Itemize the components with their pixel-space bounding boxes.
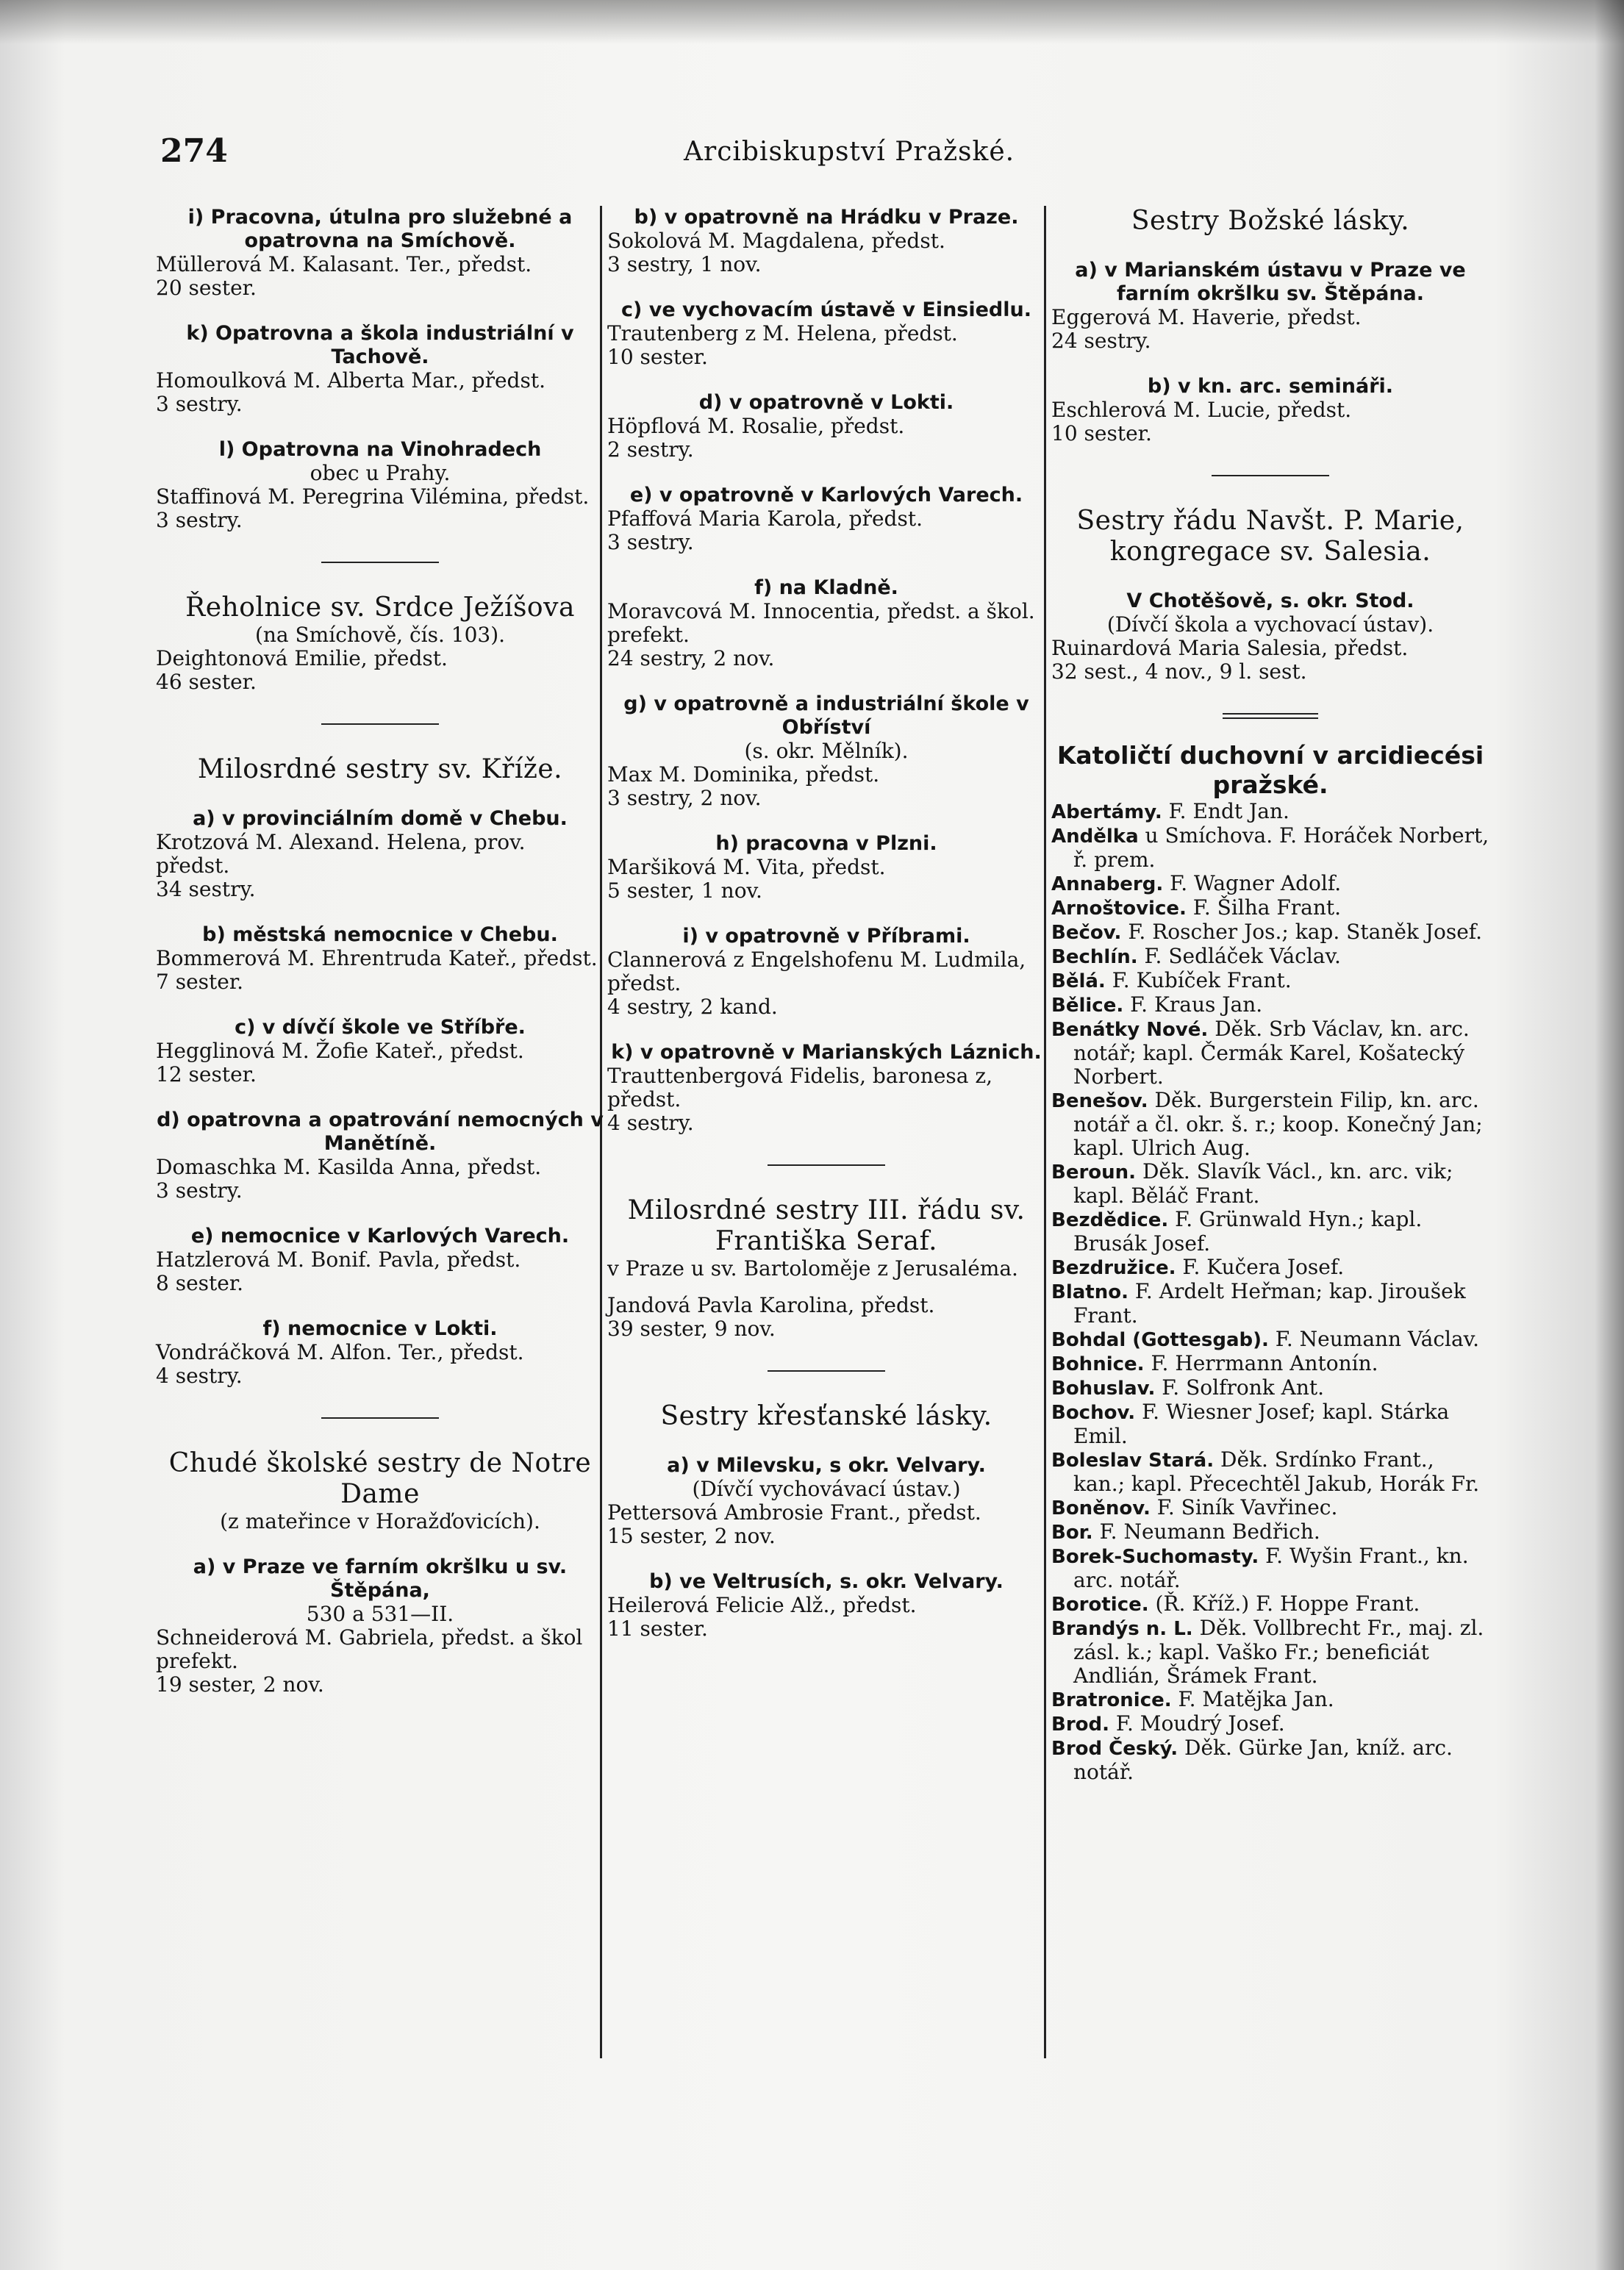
text-line: Heilerová Felicie Alž., předst. [607,1593,917,1617]
text-line: Deightonová Emilie, předst. [156,646,448,670]
entry-clergy: F. Roscher Jos.; kap. Staněk Josef. [1121,920,1483,944]
subsection-heading: b) městská nemocnice v Chebu. [202,923,558,946]
subsection-heading: a) v Marianském ústavu v Praze ve farním okršlku sv. Štěpána. [1075,259,1466,305]
directory-entry [1051,1592,1489,1616]
text-line: Moravcová M. Innocentia, předst. a škol. prefekt. [607,599,1035,647]
separator-rule [321,562,439,563]
entry-clergy: Děk. Vollbrecht Fr., maj. zl. zásl. k.; kapl. Vaško Fr.; beneficiát Andlián, Šrámek Frant. [1073,1616,1484,1688]
centered-line: (na Smíchově, čís. 103). [254,623,506,647]
section-title: Sestry řádu Navšt. P. Marie, kongregace sv. Salesia. [1076,506,1464,567]
text-line: 5 sester, 1 nov. [607,878,762,903]
subsection-heading: V Chotěšově, s. okr. Stod. [1126,590,1414,612]
entry-clergy: (Ř. Kříž.) F. Hoppe Frant. [1148,1591,1420,1616]
entry-place: Bohuslav. [1051,1378,1156,1400]
directory-entry [1051,993,1489,1017]
text-line: Clannerová z Engelshofenu M. Ludmila, předst. [607,948,1026,995]
entry-place: Andělka [1051,826,1139,848]
entry-clergy: Děk. Burgerstein Filip, kn. arc. notář a čl. okr. š. r.; koop. Konečný Jan; kapl. Ulrich Aug. [1073,1088,1483,1160]
entry-clergy: F. Endt Jan. [1162,799,1289,823]
double-separator-rule [1223,713,1318,719]
entry-place: Boleslav Stará. [1051,1450,1215,1472]
separator-rule [321,1417,439,1419]
text-line: Trautenberg z M. Helena, předst. [607,321,958,345]
section-title: Chudé školské sestry de Notre Dame [168,1448,592,1509]
directory-entry [1051,1017,1489,1089]
entry-clergy: F. Ardelt Heřman; kap. Jiroušek Frant. [1073,1279,1466,1328]
subsection-heading: b) v kn. arc. semináři. [1147,375,1394,398]
text-line: Pfaffová Maria Karola, předst. [607,506,923,531]
entry-clergy: F. Kubíček Frant. [1105,968,1292,992]
directory-entry [1051,920,1489,945]
subsection-heading: h) pracovna v Plzni. [715,832,937,855]
directory-entry [1051,1544,1489,1592]
directory-entry [1051,896,1489,920]
text-line: 8 sester. [156,1271,244,1295]
subsection-heading: f) na Kladně. [754,576,898,599]
text-line: Müllerová M. Kalasant. Ter., předst. [156,252,532,276]
column-2 [607,206,1045,1641]
section-title: Řeholnice sv. Srdce Ježíšova [185,592,575,623]
directory-entry [1051,1712,1489,1736]
subsection-heading: l) Opatrovna na Vinohradech [218,438,542,461]
text-line: 24 sestry, 2 nov. [607,646,775,670]
text-line: Maršiková M. Vita, předst. [607,855,886,879]
directory-entry [1051,1520,1489,1544]
subsection-heading: e) v opatrovně v Karlových Varech. [629,484,1023,506]
subsection-heading: b) v opatrovně na Hrádku v Praze. [634,206,1019,229]
text-line: Höpflová M. Rosalie, předst. [607,414,905,438]
text-line: 3 sestry. [156,1178,243,1203]
text-line: 32 sest., 4 nov., 9 l. sest. [1051,659,1307,684]
entry-clergy: Děk. Gürke Jan, kníž. arc. notář. [1073,1736,1453,1784]
subsection-heading: d) v opatrovně v Lokti. [698,391,954,414]
separator-rule [321,723,439,725]
centered-line: (z mateřince v Horažďovicích). [220,1509,540,1533]
subsection-heading: c) v dívčí škole ve Stříbře. [235,1016,526,1039]
directory-entry [1051,1376,1489,1400]
entry-clergy: F. Solfronk Ant. [1155,1375,1325,1400]
text-line: 11 sester. [607,1616,708,1641]
subsection-heading: k) v opatrovně v Marianských Láznich. [611,1041,1042,1064]
entry-clergy: F. Herrmann Antonín. [1144,1351,1378,1375]
section-title: Sestry Božské lásky. [1131,206,1410,236]
separator-rule [768,1164,885,1166]
scan-shadow-right [1595,0,1624,2270]
text-line: 10 sester. [607,345,708,369]
text-line: Domaschka M. Kasilda Anna, předst. [156,1155,542,1179]
text-line: 4 sestry. [156,1364,243,1388]
page-number: 274 [160,132,228,170]
text-line: Schneiderová M. Gabriela, předst. a škol prefekt. [156,1625,583,1673]
text-line: 3 sestry, 2 nov. [607,786,762,810]
entry-place: Annaberg. [1051,873,1164,895]
text-line: Sokolová M. Magdalena, předst. [607,229,945,253]
text-line: Eschlerová M. Lucie, předst. [1051,398,1352,422]
entry-clergy: F. Wyšin Frant., kn. arc. notář. [1073,1544,1469,1592]
subsection-heading: b) ve Veltrusích, s. okr. Velvary. [649,1570,1004,1593]
entry-clergy: Děk. Srb Václav, kn. arc. notář; kapl. Čermák Karel, Košatecký Norbert. [1073,1017,1470,1089]
directory-entry [1051,1328,1489,1352]
scan-shadow-top [0,0,1624,44]
running-title: Arcibiskupství Pražské. [684,137,1015,167]
text-line: Vondráčková M. Alfon. Ter., předst. [156,1340,524,1364]
centered-line: (Dívčí vychovávací ústav.) [692,1477,961,1501]
entry-place: Blatno. [1051,1281,1128,1303]
entry-clergy: F. Sedláček Václav. [1137,944,1341,968]
text-line: 20 sester. [156,276,257,300]
text-line: 19 sester, 2 nov. [156,1672,324,1697]
entry-place: Brod. [1051,1714,1109,1736]
entry-place: Bechlín. [1051,946,1138,968]
text-line: Bommerová M. Ehrentruda Kateř., předst. [156,946,598,970]
subsection-heading: i) Pracovna, útulna pro služebné a opatrovna na Smíchově. [187,206,573,252]
directory-entry [1051,1400,1489,1448]
subsection-heading: f) nemocnice v Lokti. [262,1317,498,1340]
entry-clergy: Děk. Slavík Václ., kn. arc. vik; kapl. Běláč Frant. [1073,1159,1453,1208]
directory-entry [1051,1688,1489,1712]
text-line: 24 sestry. [1051,329,1151,353]
subsection-heading: k) Opatrovna a škola industriální v Tachově. [186,322,574,368]
text-line: Krotzová M. Alexand. Helena, prov. předst. [156,830,526,878]
section-title: Milosrdné sestry sv. Kříže. [197,754,563,784]
subsection-heading: d) opatrovna a opatrování nemocných v Manětíně. [157,1109,604,1155]
text-line: Jandová Pavla Karolina, předst. [607,1293,935,1317]
directory-entry [1051,824,1489,872]
directory-entry [1051,1736,1489,1784]
directory-entry [1051,1208,1489,1256]
directory-entry [1051,800,1489,824]
text-line: 2 sestry. [607,437,694,462]
entry-clergy: F. Wiesner Josef; kapl. Stárka Emil. [1073,1400,1450,1448]
text-line: Eggerová M. Haverie, předst. [1051,305,1362,329]
entry-place: Benešov. [1051,1090,1148,1112]
text-line: 3 sestry. [156,508,243,532]
text-line: 4 sestry, 2 kand. [607,995,778,1019]
entry-clergy: F. Kučera Josef. [1176,1255,1345,1279]
entry-place: Benátky Nové. [1051,1019,1209,1041]
directory-entry [1051,1280,1489,1328]
entry-place: Bochov. [1051,1402,1136,1424]
entry-place: Bohdal (Gottesgab). [1051,1329,1269,1351]
text-line: 7 sester. [156,970,244,994]
entry-place: Bratronice. [1051,1689,1172,1711]
text-line: 3 sestry, 1 nov. [607,252,762,276]
entry-place: Bor. [1051,1522,1093,1544]
separator-rule [768,1370,885,1372]
centered-line: (Dívčí škola a vychovací ústav). [1106,612,1434,637]
entry-place: Boněnov. [1051,1497,1151,1519]
subsection-heading: c) ve vychovacím ústavě v Einsiedlu. [621,298,1031,321]
text-line: 12 sester. [156,1062,257,1086]
directory-entry [1051,1256,1489,1280]
text-line: v Praze u sv. Bartoloměje z Jerusaléma. [607,1256,1018,1281]
directory-entry [1051,1448,1489,1496]
entry-clergy: Děk. Srdínko Frant., kan.; kapl. Přecechtěl Jakub, Horák Fr. [1073,1447,1480,1496]
section-title: Milosrdné sestry III. řádu sv. Františka Seraf. [627,1195,1026,1256]
entry-place: Borek-Suchomasty. [1051,1546,1259,1568]
column-1 [156,206,604,1697]
spacer [607,1281,1045,1294]
text-line: Hegglinová M. Žofie Kateř., předst. [156,1039,524,1063]
entry-place: Borotice. [1051,1594,1149,1616]
entry-clergy: F. Grünwald Hyn.; kapl. Brusák Josef. [1073,1207,1423,1256]
entry-place: Bečov. [1051,922,1122,944]
subsection-heading: a) v Milevsku, s okr. Velvary. [667,1454,986,1477]
text-line: 46 sester. [156,670,257,694]
directory-entry [1051,1160,1489,1208]
text-line: Hatzlerová M. Bonif. Pavla, předst. [156,1247,521,1272]
text-line: 39 sester, 9 nov. [607,1317,776,1341]
entry-clergy: F. Wagner Adolf. [1163,871,1342,895]
subsection-heading: a) v provinciálním domě v Chebu. [193,807,568,830]
text-line: 15 sester, 2 nov. [607,1524,776,1548]
entry-clergy: u Smíchova. F. Horáček Norbert, ř. prem. [1073,823,1489,872]
entry-clergy: F. Moudrý Josef. [1109,1711,1285,1736]
entry-place: Bohnice. [1051,1353,1145,1375]
text-line: Staffinová M. Peregrina Vilémina, předst. [156,484,590,509]
entry-place: Abertámy. [1051,801,1162,823]
centered-line: (s. okr. Mělník). [744,739,909,763]
section-title: Sestry křesťanské lásky. [660,1401,992,1431]
entry-clergy: F. Siník Vavřinec. [1150,1495,1338,1519]
directory-entry [1051,1352,1489,1376]
directory-entry [1051,945,1489,969]
column-3 [1051,206,1489,1784]
entry-place: Bělice. [1051,995,1124,1017]
text-line: Trauttenbergová Fidelis, baronesa z, předst. [607,1064,993,1111]
subsection-heading: i) v opatrovně v Příbrami. [682,925,970,948]
entry-clergy: F. Neumann Václav. [1268,1327,1480,1351]
directory-entry [1051,1089,1489,1160]
centered-line: obec u Prahy. [310,461,451,485]
text-line: 4 sestry. [607,1111,694,1135]
text-line: Pettersová Ambrosie Frant., předst. [607,1500,981,1525]
entry-place: Arnoštovice. [1051,898,1187,920]
entry-clergy: F. Kraus Jan. [1123,992,1263,1017]
entry-clergy: F. Šilha Frant. [1186,895,1342,920]
directory-entry [1051,969,1489,993]
directory-entry [1051,1616,1489,1688]
centered-line: 530 a 531—II. [306,1602,454,1626]
entry-clergy: F. Matějka Jan. [1171,1687,1334,1711]
text-line: Homoulková M. Alberta Mar., předst. [156,368,545,393]
entry-clergy: F. Neumann Bedřich. [1092,1519,1320,1544]
directory-entry [1051,872,1489,896]
directory-entry [1051,1496,1489,1520]
text-line: Max M. Dominika, předst. [607,762,880,787]
text-line: 34 sestry. [156,877,256,901]
major-heading: Katoličtí duchovní v arcidiecési pražské. [1056,741,1484,799]
subsection-heading: g) v opatrovně a industriální škole v Obříství [623,692,1029,739]
entry-place: Brod Český. [1051,1738,1178,1760]
entry-place: Brandýs n. L. [1051,1618,1193,1640]
subsection-heading: e) nemocnice v Karlových Varech. [190,1225,570,1247]
text-line: Ruinardová Maria Salesia, předst. [1051,636,1409,660]
separator-rule [1212,475,1329,476]
entry-place: Bezdědice. [1051,1209,1169,1231]
text-line: 3 sestry. [607,530,694,554]
text-line: 10 sester. [1051,421,1152,445]
text-line: 3 sestry. [156,392,243,416]
entry-place: Beroun. [1051,1161,1137,1184]
entry-place: Bezdružice. [1051,1257,1176,1279]
subsection-heading: a) v Praze ve farním okršlku u sv. Štěpána, [193,1555,568,1602]
entry-place: Bělá. [1051,970,1106,992]
